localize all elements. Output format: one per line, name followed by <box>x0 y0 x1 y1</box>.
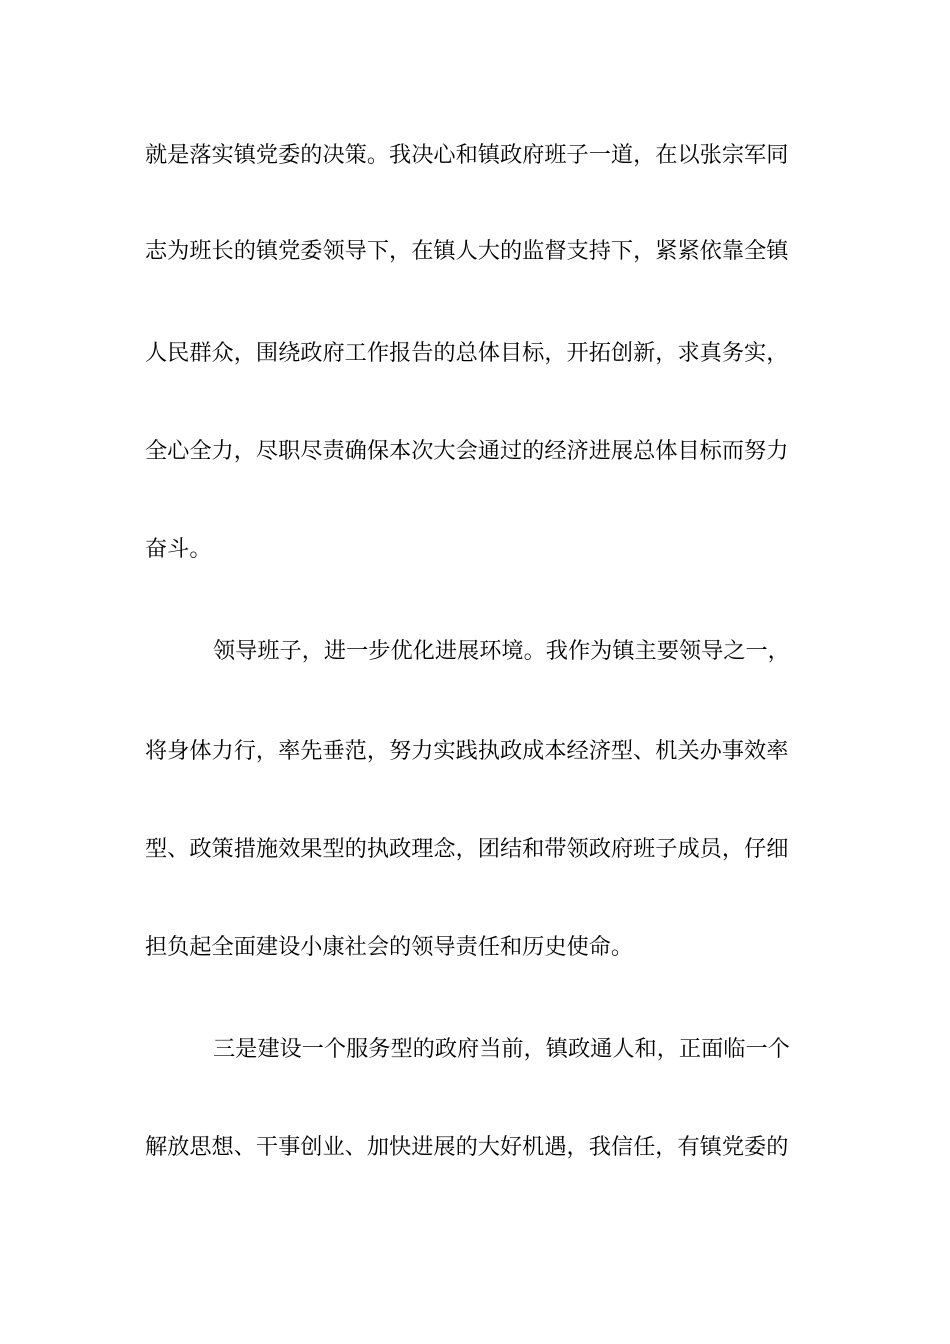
paragraph-line-indented: 领导班子，进一步优化进展环境。我作为镇主要领导之一， <box>213 638 790 664</box>
paragraph-line: 型、政策措施效果型的执政理念，团结和带领政府班子成员，仔细 <box>145 836 789 862</box>
paragraph-line: 担负起全面建设小康社会的领导责任和历史使命。 <box>145 934 634 960</box>
paragraph-line: 全心全力，尽职尽责确保本次大会通过的经济进展总体目标而努力 <box>145 438 789 464</box>
paragraph-line: 人民群众，围绕政府工作报告的总体目标，开拓创新，求真务实， <box>145 340 789 366</box>
paragraph-line: 将身体力行，率先垂范，努力实践执政成本经济型、机关办事效率 <box>145 738 789 764</box>
paragraph-line-indented: 三是建设一个服务型的政府当前，镇政通人和，正面临一个 <box>213 1036 790 1062</box>
paragraph-line: 志为班长的镇党委领导下，在镇人大的监督支持下，紧紧依靠全镇 <box>145 238 789 264</box>
paragraph-line: 奋斗。 <box>145 536 212 562</box>
paragraph-line: 解放思想、干事创业、加快进展的大好机遇，我信任，有镇党委的 <box>145 1134 789 1160</box>
paragraph-line: 就是落实镇党委的决策。我决心和镇政府班子一道，在以张宗军同 <box>145 142 789 168</box>
